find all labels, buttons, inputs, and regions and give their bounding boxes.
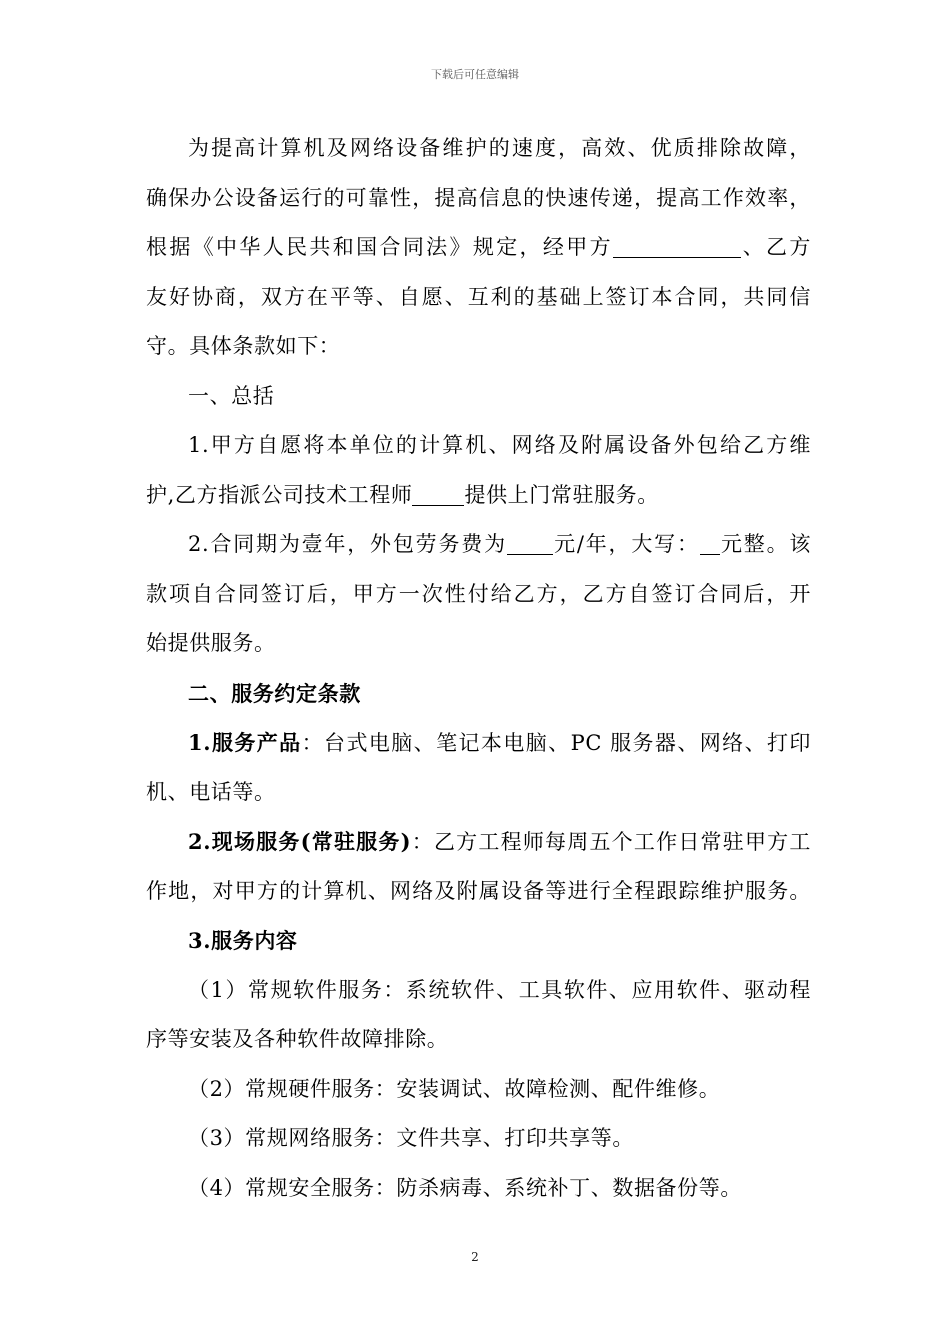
paragraph-intro-line-2: 确保办公设备运行的可靠性，提高信息的快速传递，提高工作效率，	[146, 185, 811, 210]
sub-item-4: （4）常规安全服务：防杀病毒、系统补丁、数据备份等。	[188, 1175, 742, 1200]
intro-text-b: 、乙方	[740, 235, 811, 259]
item-1-line-2	[146, 471, 811, 521]
paragraph-intro-line-1: 为提高计算机及网络设备维护的速度，高效、优质排除故障，	[188, 136, 811, 160]
section-title-service-terms: 二、服务约定条款	[188, 680, 361, 706]
item-1-text-b: 提供上门常驻服务。	[464, 482, 659, 507]
sub-item-3: （3）常规网络服务：文件共享、打印共享等。	[188, 1126, 634, 1150]
item-2-text-b: 元/年，大写：	[552, 532, 700, 556]
engineer-blank	[412, 484, 464, 506]
clause-3-label: 3.服务内容	[188, 928, 298, 953]
fee-uppercase-blank	[700, 533, 720, 555]
item-1-text-a: 护,乙方指派公司技术工程师	[146, 482, 413, 507]
item-2-line-1	[146, 520, 811, 570]
item-2-text-a: 2.合同期为壹年，外包劳务费为	[188, 532, 507, 556]
paragraph-intro-line-5: 守。具体条款如下：	[146, 334, 341, 358]
clause-2-text: ：乙方工程师每周五个工作日常驻甲方工	[411, 830, 811, 854]
item-2-line-3: 始提供服务。	[146, 631, 276, 655]
item-1-line-1: 1.甲方自愿将本单位的计算机、网络及附属设备外包给乙方维	[188, 433, 811, 457]
clause-2-line-2: 作地，对甲方的计算机、网络及附属设备等进行全程跟踪维护服务。	[146, 878, 811, 903]
clause-1-line-1	[146, 718, 811, 768]
intro-text-a: 根据《中华人民共和国合同法》规定，经甲方	[146, 235, 613, 259]
paragraph-intro-line-3	[146, 223, 811, 273]
sub-item-1-line-1: （1）常规软件服务：系统软件、工具软件、应用软件、驱动程	[188, 977, 811, 1002]
page-number: 2	[471, 1250, 479, 1264]
party-a-blank	[613, 236, 741, 258]
clause-2-line-1	[146, 817, 811, 867]
paragraph-intro-line-4: 友好协商，双方在平等、自愿、互利的基础上签订本合同，共同信	[146, 284, 811, 309]
fee-blank	[507, 533, 553, 555]
document-body	[146, 124, 811, 1213]
clause-1-text: ：台式电脑、笔记本电脑、PC 服务器、网络、打印	[301, 731, 811, 755]
item-2-line-2: 款项自合同签订后，甲方一次性付给乙方，乙方自签订合同后，开	[146, 581, 811, 606]
sub-item-2: （2）常规硬件服务：安装调试、故障检测、配件维修。	[188, 1076, 721, 1101]
item-2-text-c: 元整。该	[719, 532, 811, 556]
page-header-note: 下载后可任意编辑	[431, 68, 519, 81]
clause-1-line-2: 机、电话等。	[146, 779, 276, 804]
clause-2-label: 2.现场服务(常驻服务)	[188, 829, 412, 854]
clause-1-label: 1.服务产品	[188, 730, 302, 755]
section-title-general: 一、总括	[188, 383, 275, 408]
sub-item-1-line-2: 序等安装及各种软件故障排除。	[146, 1027, 449, 1051]
